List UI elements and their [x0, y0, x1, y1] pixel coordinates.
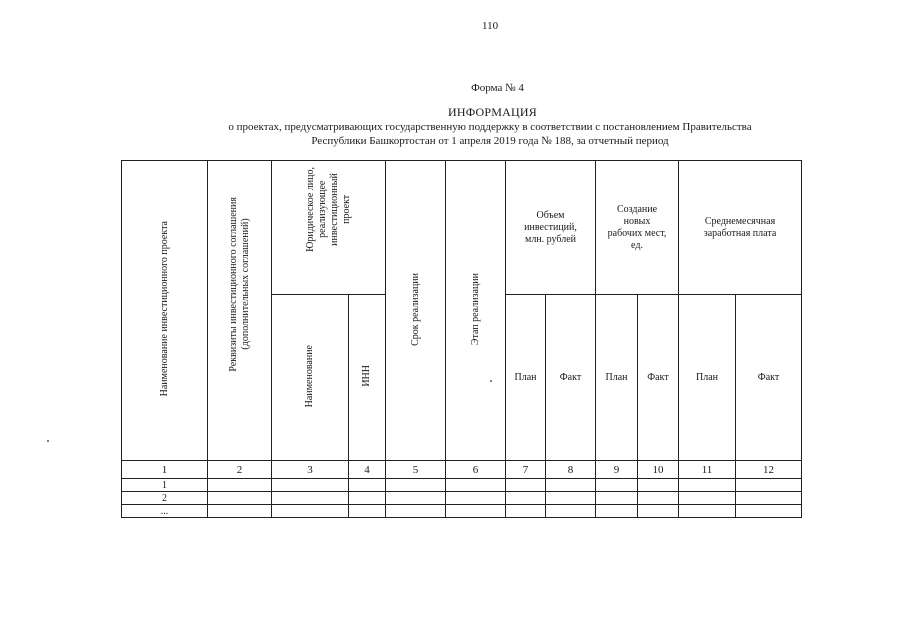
- table-cell: [736, 505, 802, 518]
- header-legal-entity-line-4: проект: [340, 194, 352, 224]
- header-inn-text: ИНН: [361, 365, 372, 387]
- column-number: 10: [638, 461, 679, 479]
- table-cell: [596, 505, 638, 518]
- header-agreement-text: [228, 197, 252, 372]
- subtitle-line-2: Республики Башкортостан от 1 апреля 2019 года № 188, за отчетный период: [311, 135, 669, 147]
- form-label: Форма № 4: [471, 82, 524, 94]
- header-jobs-line-3: рабочих мест,: [607, 227, 667, 239]
- table-cell: [638, 479, 679, 492]
- table-row: [122, 479, 802, 492]
- table-cell: [386, 479, 446, 492]
- header-entity-name-text: Наименование: [304, 344, 315, 408]
- table-cell: [546, 505, 596, 518]
- header-stage: [446, 161, 506, 461]
- table-cell: [208, 492, 272, 505]
- table-cell: [446, 505, 506, 518]
- subtitle-line-1: о проектах, предусматривающих государственную поддержку в соответствии с постановлением Правительства: [228, 121, 752, 133]
- column-number-row: [122, 461, 802, 479]
- column-number: 2: [208, 461, 272, 479]
- header-investment-fact: Факт: [546, 295, 596, 461]
- header-entity-name: [272, 295, 349, 461]
- header-salary-line-2: заработная плата: [703, 227, 777, 239]
- column-number: 7: [506, 461, 546, 479]
- header-jobs-line-1: Создание: [616, 203, 658, 215]
- table-cell: [272, 492, 349, 505]
- header-jobs-line-2: новых: [623, 215, 651, 227]
- header-row-top: [122, 161, 802, 295]
- header-jobs-fact: Факт: [638, 295, 679, 461]
- table-cell: [638, 492, 679, 505]
- header-jobs-text: [596, 204, 678, 252]
- header-stage-text: Этап реализации: [469, 272, 481, 346]
- table-cell: [386, 505, 446, 518]
- header-salary-plan: План: [679, 295, 736, 461]
- scan-speck: [490, 380, 492, 382]
- header-term-text: Срок реализации: [409, 272, 421, 346]
- header-salary-line-1: Среднемесячная: [704, 215, 776, 227]
- row-label: ...: [122, 505, 208, 518]
- table-cell: [446, 492, 506, 505]
- row-label: 1: [122, 479, 208, 492]
- header-legal-entity: [272, 161, 386, 295]
- header-legal-entity-line-3: инвестиционный: [328, 173, 340, 246]
- table-cell: [506, 492, 546, 505]
- header-legal-entity-line-2: реализующее: [316, 180, 328, 239]
- table-cell: [506, 479, 546, 492]
- report-form-table: [121, 160, 802, 518]
- table-cell: [506, 505, 546, 518]
- column-number: 4: [349, 461, 386, 479]
- row-label: 2: [122, 492, 208, 505]
- header-project-name-text: Наименование инвестиционного проекта: [158, 221, 170, 397]
- header-investment-line-2: инвестиций,: [524, 221, 577, 233]
- header-salary-text: [679, 216, 801, 240]
- column-number: 5: [386, 461, 446, 479]
- table-cell: [272, 479, 349, 492]
- header-jobs: [596, 161, 679, 295]
- header-jobs-line-4: ед.: [631, 239, 643, 251]
- header-legal-entity-text: [305, 167, 353, 252]
- table-cell: [546, 492, 596, 505]
- header-project-name: [122, 161, 208, 461]
- header-term: [386, 161, 446, 461]
- header-investment-text: [506, 210, 595, 246]
- header-salary: [679, 161, 802, 295]
- table-cell: [208, 505, 272, 518]
- table-cell: [446, 479, 506, 492]
- table-cell: [679, 479, 736, 492]
- column-number: 3: [272, 461, 349, 479]
- table-cell: [272, 505, 349, 518]
- document-subtitle: [180, 120, 800, 148]
- header-investment-plan: План: [506, 295, 546, 461]
- column-number: 1: [122, 461, 208, 479]
- table-cell: [679, 505, 736, 518]
- table-cell: [546, 479, 596, 492]
- document-title: ИНФОРМАЦИЯ: [448, 105, 537, 119]
- column-number: 6: [446, 461, 506, 479]
- page-number: 110: [482, 20, 499, 32]
- table-cell: [638, 505, 679, 518]
- table-cell: [679, 492, 736, 505]
- table-cell: [736, 479, 802, 492]
- table-cell: [596, 492, 638, 505]
- table-cell: [349, 505, 386, 518]
- table-cell: [349, 479, 386, 492]
- scan-speck: [47, 440, 49, 442]
- table-cell: [208, 479, 272, 492]
- table-cell: [736, 492, 802, 505]
- header-agreement-line-1: Реквизиты инвестиционного соглашения: [227, 197, 239, 372]
- header-inn: [349, 295, 386, 461]
- header-legal-entity-line-1: Юридическое лицо,: [304, 167, 316, 252]
- column-number: 12: [736, 461, 802, 479]
- column-number: 11: [679, 461, 736, 479]
- column-number: 8: [546, 461, 596, 479]
- table-cell: [596, 479, 638, 492]
- column-number: 9: [596, 461, 638, 479]
- header-investment: [506, 161, 596, 295]
- header-salary-fact: Факт: [736, 295, 802, 461]
- table-cell: [349, 492, 386, 505]
- header-investment-line-3: млн. рублей: [524, 233, 577, 245]
- header-jobs-plan: План: [596, 295, 638, 461]
- header-agreement: [208, 161, 272, 461]
- table-row: [122, 492, 802, 505]
- table-cell: [386, 492, 446, 505]
- header-agreement-line-2: (дополнительных соглашений): [239, 218, 251, 350]
- header-investment-line-1: Объем: [536, 209, 565, 221]
- table-row: [122, 505, 802, 518]
